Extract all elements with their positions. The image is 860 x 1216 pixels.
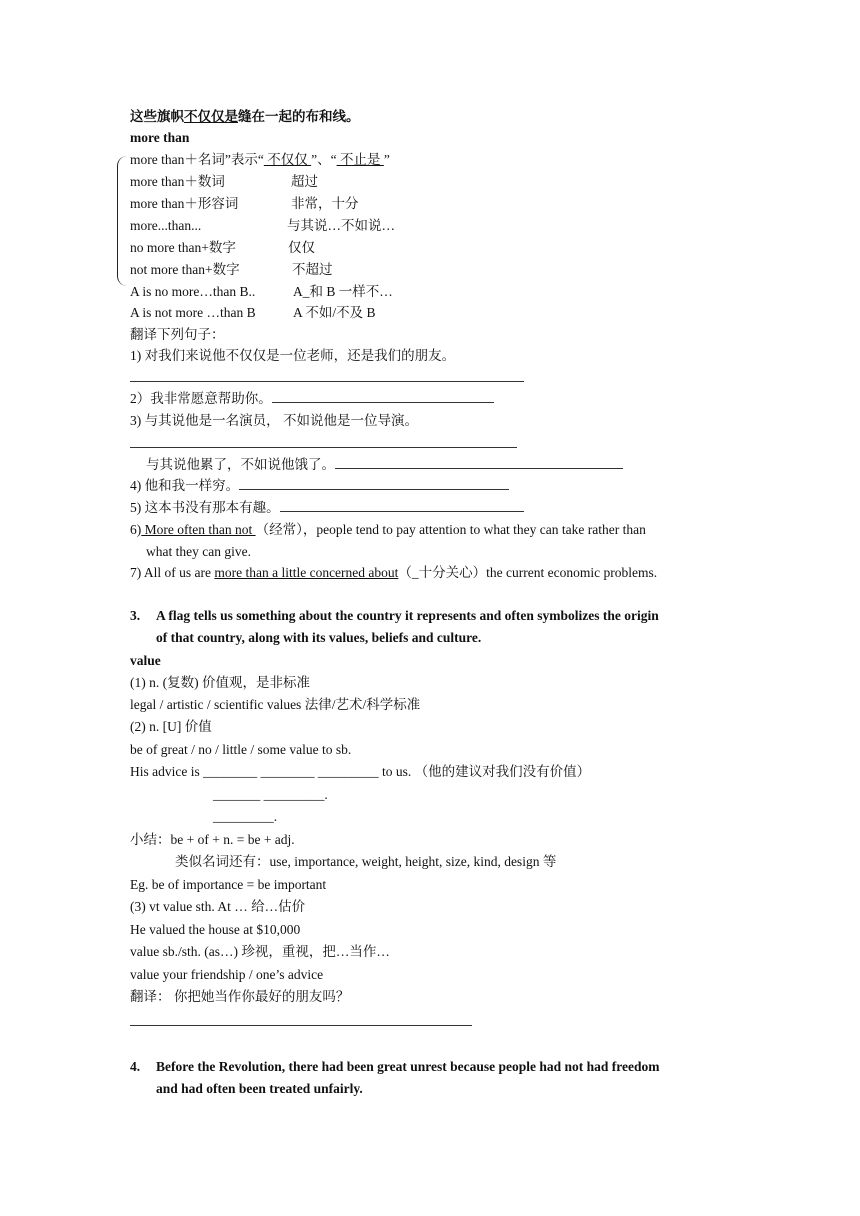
usage-meaning: A_和 B 一样不… [293, 284, 393, 299]
usage-row: more than＋形容词 [130, 196, 239, 211]
fill-in-line[interactable]: His advice is ________ ________ _________ to us. （他的建议对我们没有价值） [130, 764, 591, 779]
note-line: (1) n. (复数) 价值观，是非标准 [130, 675, 310, 690]
exercise-item: 与其说他累了，不如说他饿了。 [146, 456, 623, 474]
note-line: He valued the house at $10,000 [130, 922, 301, 937]
note-line: value sb./sth. (as…) 珍视，重视，把…当作… [130, 944, 390, 959]
note-line: (3) vt value sth. At … 给…估价 [130, 899, 306, 914]
usage-meaning: 超过 [291, 174, 318, 189]
section-heading: more than [130, 130, 190, 145]
usage-row: more than＋数词 [130, 174, 225, 189]
fill-in-line[interactable]: _________. [213, 809, 278, 824]
exercise-item: 3) 与其说他是一名演员， 不如说他是一位导演。 [130, 413, 418, 428]
summary-line: 小结：be + of + n. = be + adj. [130, 832, 295, 847]
note-line: 类似名词还有：use, importance, weight, height, size, kind, design 等 [175, 854, 557, 869]
note-line: Eg. be of importance = be important [130, 877, 327, 892]
note-line: (2) n. [U] 价值 [130, 719, 212, 734]
note-line: value your friendship / one’s advice [130, 967, 324, 982]
answer-line[interactable] [130, 381, 524, 382]
section-number: 4. [130, 1059, 141, 1074]
key-sentence-cont: of that country, along with its values, beliefs and culture. [156, 630, 482, 645]
usage-row: A is no more…than B.. [130, 284, 256, 299]
exercise-item: 6) More often than not （经常），people tend to pay attention to what they can take rather than [130, 522, 646, 537]
usage-row: A is not more …than B [130, 305, 256, 320]
translate-prompt: 翻译： 你把她当作你最好的朋友吗？ [130, 989, 350, 1004]
exercise-item: 7) All of us are more than a little concerned about（_十分关心）the current economic problems. [130, 565, 658, 580]
exercise-item: 5) 这本书没有那本有趣。 [130, 499, 524, 517]
section-heading: value [130, 653, 161, 668]
answer-line[interactable] [130, 447, 517, 448]
key-sentence-cont: and had often been treated unfairly. [156, 1081, 363, 1096]
exercise-item: 2）我非常愿意帮助你。 [130, 390, 494, 408]
section-number: 3. [130, 608, 141, 623]
section-title: 这些旗帜不仅仅是缝在一起的布和线。 [130, 109, 360, 124]
usage-meaning: A 不如/不及 B [293, 305, 376, 320]
key-sentence: Before the Revolution, there had been great unrest because people had not had freedom [156, 1059, 660, 1074]
answer-blank[interactable] [280, 499, 524, 512]
usage-row: no more than+数字 [130, 240, 236, 255]
note-line: be of great / no / little / some value to sb. [130, 742, 352, 757]
note-line: legal / artistic / scientific values 法律/艺术/科学标准 [130, 697, 421, 712]
usage-meaning: 与其说…不如说… [287, 218, 395, 233]
fill-in-line[interactable]: _______ _________. [213, 787, 328, 802]
answer-line[interactable] [130, 1025, 472, 1026]
usage-row: more than＋名词”表示“ 不仅仅 ”、“ 不止是 ” [130, 152, 390, 167]
usage-meaning: 仅仅 [288, 240, 315, 255]
usage-meaning: 不超过 [292, 262, 333, 277]
usage-row: not more than+数字 [130, 262, 240, 277]
usage-row: more...than... [130, 218, 202, 233]
usage-meaning: 非常，十分 [291, 196, 359, 211]
left-brace [117, 156, 130, 286]
exercise-item: 1) 对我们来说他不仅仅是一位老师，还是我们的朋友。 [130, 348, 456, 363]
exercise-item-cont: what they can give. [146, 544, 251, 559]
exercise-item: 4) 他和我一样穷。 [130, 477, 509, 495]
key-sentence: A flag tells us something about the country it represents and often symbolizes the origin [156, 608, 659, 623]
answer-blank[interactable] [272, 390, 494, 403]
translate-label: 翻译下列句子： [130, 327, 225, 342]
answer-blank[interactable] [335, 456, 623, 469]
answer-blank[interactable] [239, 477, 509, 490]
